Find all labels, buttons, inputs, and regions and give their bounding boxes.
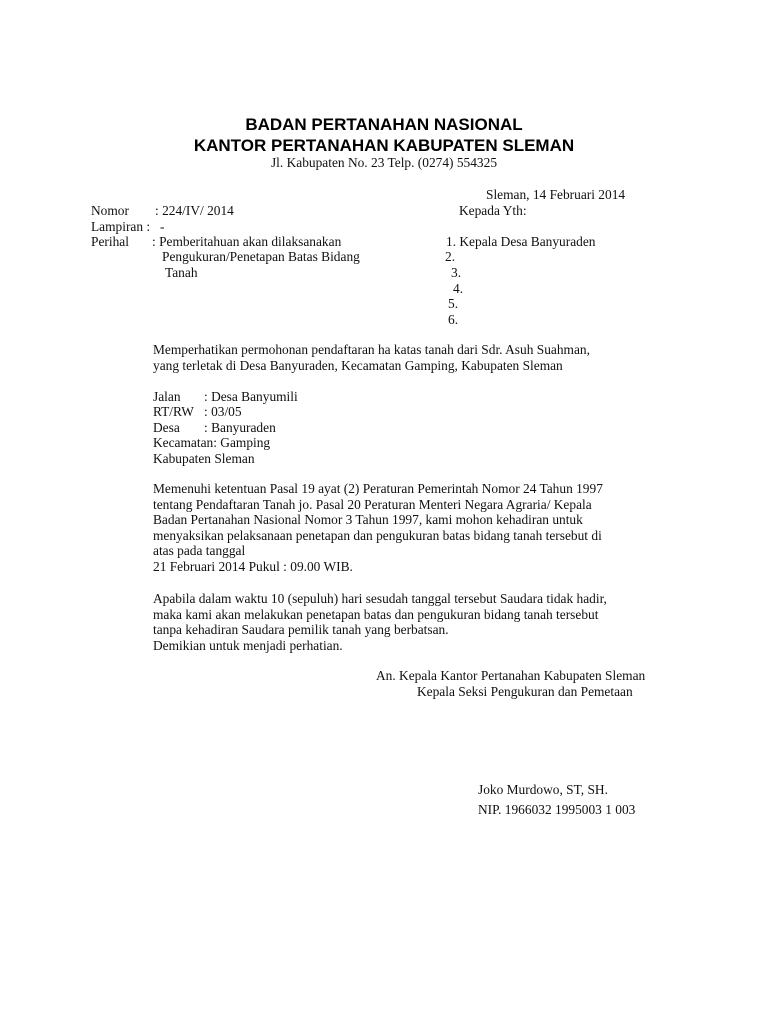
- nomor-value: : 224/IV/ 2014: [155, 203, 234, 218]
- body-paragraph-2: [153, 591, 607, 653]
- body1-line: Memenuhi ketentuan Pasal 19 ayat (2) Peraturan Pemerintah Nomor 24 Tahun 1997: [153, 481, 603, 496]
- rtrw-value: : 03/05: [204, 404, 242, 419]
- kecamatan-line: Kecamatan: Gamping: [153, 435, 271, 450]
- letter-date: Sleman, 14 Februari 2014: [486, 187, 626, 202]
- lampiran-label: Lampiran :: [91, 219, 151, 234]
- perihal-line-3: Tanah: [165, 265, 198, 280]
- recipient-3: 3.: [451, 265, 462, 280]
- recipient-5: 5.: [448, 296, 459, 311]
- desa-value: : Banyuraden: [204, 420, 276, 435]
- body-paragraph-1: [153, 481, 603, 575]
- perihal-label: Perihal: [91, 234, 129, 249]
- perihal-line-2: Pengukuran/Penetapan Batas Bidang: [162, 249, 360, 264]
- body1-line: 21 Februari 2014 Pukul : 09.00 WIB.: [153, 558, 353, 574]
- kabupaten-line: Kabupaten Sleman: [153, 451, 255, 466]
- body2-line: maka kami akan melakukan penetapan batas dan pengukuran bidang tanah tersebut: [153, 606, 599, 622]
- signatory-nip: NIP. 1966032 1995003 1 003: [478, 802, 636, 817]
- body2-line: Demikian untuk menjadi perhatian.: [153, 637, 343, 653]
- perihal-line-1: : Pemberitahuan akan dilaksanakan: [152, 234, 342, 249]
- body1-line: atas pada tanggal: [153, 543, 246, 559]
- rtrw-label: RT/RW: [153, 404, 194, 419]
- intro-line: yang terletak di Desa Banyuraden, Kecamatan Gamping, Kabupaten Sleman: [153, 357, 563, 373]
- letterhead-address: Jl. Kabupaten No. 23 Telp. (0274) 554325: [270, 155, 498, 170]
- jalan-label: Jalan: [153, 389, 181, 404]
- body2-line: Apabila dalam waktu 10 (sepuluh) hari sesudah tanggal tersebut Saudara tidak hadir,: [153, 591, 607, 606]
- lampiran-value: -: [160, 219, 165, 234]
- recipient-1: 1. Kepala Desa Banyuraden: [446, 234, 596, 249]
- body2-line: tanpa kehadiran Saudara pemilik tanah yang berbatsan.: [153, 622, 449, 638]
- letterhead-agency: BADAN PERTANAHAN NASIONAL: [245, 115, 523, 134]
- letterhead-office: KANTOR PERTANAHAN KABUPATEN SLEMAN: [193, 136, 575, 155]
- recipient-6: 6.: [448, 312, 459, 327]
- body1-line: Badan Pertanahan Nasional Nomor 3 Tahun 1997, kami mohon kehadiran untuk: [153, 512, 583, 528]
- recipient-2: 2.: [445, 249, 456, 264]
- signature-title-1: An. Kepala Kantor Pertanahan Kabupaten Sleman: [376, 668, 646, 683]
- recipient-4: 4.: [453, 281, 464, 296]
- nomor-label: Nomor: [91, 203, 129, 218]
- intro-paragraph: [153, 342, 590, 373]
- recipients-heading: Kepada Yth:: [459, 203, 527, 218]
- intro-line: Memperhatikan permohonan pendaftaran ha katas tanah dari Sdr. Asuh Suahman,: [153, 342, 590, 357]
- body1-line: menyaksikan pelaksanaan penetapan dan pengukuran batas bidang tanah tersebut di: [153, 527, 602, 543]
- signature-title-2: Kepala Seksi Pengukuran dan Pemetaan: [417, 684, 633, 699]
- body1-line: tentang Pendaftaran Tanah jo. Pasal 20 Peraturan Menteri Negara Agraria/ Kepala: [153, 496, 592, 512]
- signatory-name: Joko Murdowo, ST, SH.: [478, 782, 608, 797]
- desa-label: Desa: [153, 420, 180, 435]
- jalan-value: : Desa Banyumili: [204, 389, 298, 404]
